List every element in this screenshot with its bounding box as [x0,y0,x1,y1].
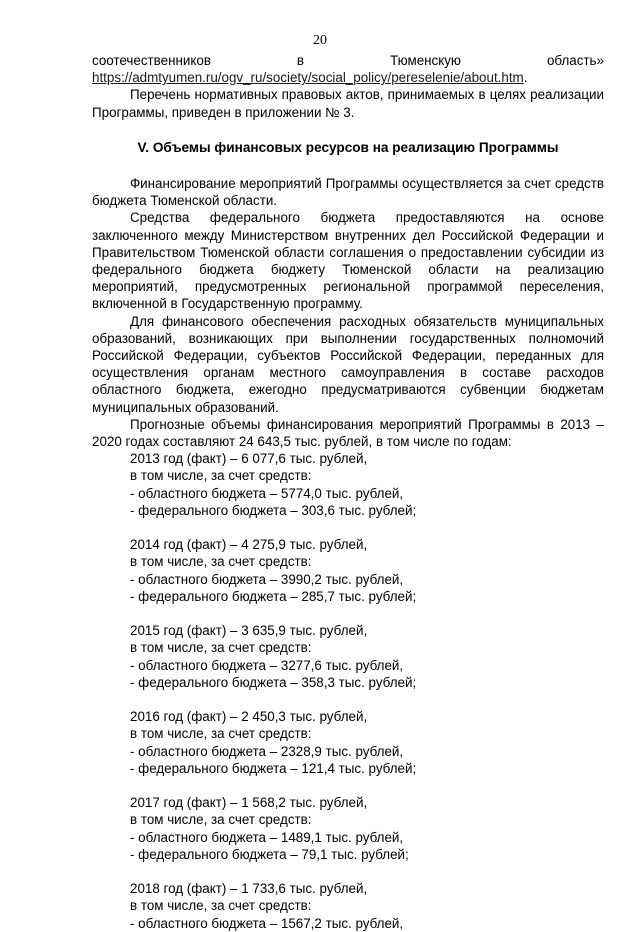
year-block-2018 [92,880,604,932]
year-total: 2017 год (факт) – 1 568,2 тыс. рублей, [130,795,368,811]
intro-first-line [92,52,604,69]
page-number: 20 [313,33,327,48]
intro-link-line [92,69,604,86]
year-block-2015 [92,622,604,691]
forecast-paragraph: Прогнозные объемы финансирования мероприятий Программы в 2013 – 2020 годах составляют 24 643,5 тыс. рублей, в том числе по годам: [92,416,604,450]
year-regional: - областного бюджета – 2328,9 тыс. рублей, [130,743,404,759]
year-federal: - федерального бюджета – 121,4 тыс. рублей; [130,760,417,776]
intro-word: Тюменскую [390,53,461,68]
year-sub: в том числе, за счет средств: [130,812,312,828]
financing-paragraph: Финансирование мероприятий Программы осуществляется за счет средств бюджета Тюменской области. [92,176,604,209]
year-federal: - федерального бюджета – 79,1 тыс. рублей; [130,846,409,862]
legal-acts-paragraph: Перечень нормативных правовых актов, принимаемых в целях реализации Программы, приведен в приложении № 3. [92,87,604,120]
year-sub: в том числе, за счет средств: [130,726,312,742]
program-url-link[interactable]: https://admtyumen.ru/ogv_ru/society/social_policy/pereselenie/about.htm [92,70,524,86]
year-regional: - областного бюджета – 3990,2 тыс. рублей, [130,571,404,587]
year-federal: - федерального бюджета – 358,3 тыс. рублей; [130,674,417,690]
year-block-2013 [92,450,604,519]
year-block-2014 [92,536,604,605]
year-regional: - областного бюджета – 1489,1 тыс. рублей, [130,829,404,845]
year-regional: - областного бюджета – 1567,2 тыс. рублей, [130,915,404,931]
year-sub: в том числе, за счет средств: [130,898,312,914]
year-block-2016 [92,708,604,777]
year-regional: - областного бюджета – 3277,6 тыс. рублей, [130,657,404,673]
year-total: 2014 год (факт) – 4 275,9 тыс. рублей, [130,537,368,553]
year-total: 2015 год (факт) – 3 635,9 тыс. рублей, [130,623,368,639]
year-block-2017 [92,794,604,863]
link-tail: . [523,70,528,86]
document-body [92,52,604,932]
section-heading: V. Объемы финансовых ресурсов на реализацию Программы [137,139,559,155]
intro-word: область» [546,53,604,68]
intro-word: соотечественников [92,53,211,68]
federal-funds-paragraph: Средства федерального бюджета предоставляются на основе заключенного между Министерством внутренних дел Российской Федерации и Правительством Тюменской области соглашения о предоставлении субсидии из федерального бюджета бюджету Тюменской области на реализацию мероприятий, предусмотренных региональной программой переселения, включенной в Государственную программу. [92,210,604,312]
intro-word: в [296,53,305,68]
year-total: 2013 год (факт) – 6 077,6 тыс. рублей, [130,451,368,467]
year-total: 2018 год (факт) – 1 733,6 тыс. рублей, [130,881,368,897]
year-sub: в том числе, за счет средств: [130,640,312,656]
municipal-paragraph: Для финансового обеспечения расходных обязательств муниципальных образований, возникающих при выполнении государственных полномочий Российской Федерации, субъектов Российской Федерации, переданных для осуществления органам местного самоуправления в составе расходов областного бюджета, ежегодно предусматриваются субвенции бюджетам муниципальных образований. [92,313,604,415]
year-sub: в том числе, за счет средств: [130,468,312,484]
year-total: 2016 год (факт) – 2 450,3 тыс. рублей, [130,709,368,725]
year-federal: - федерального бюджета – 303,6 тыс. рублей; [130,502,417,518]
year-sub: в том числе, за счет средств: [130,554,312,570]
year-regional: - областного бюджета – 5774,0 тыс. рублей, [130,485,404,501]
year-federal: - федерального бюджета – 285,7 тыс. рублей; [130,588,417,604]
